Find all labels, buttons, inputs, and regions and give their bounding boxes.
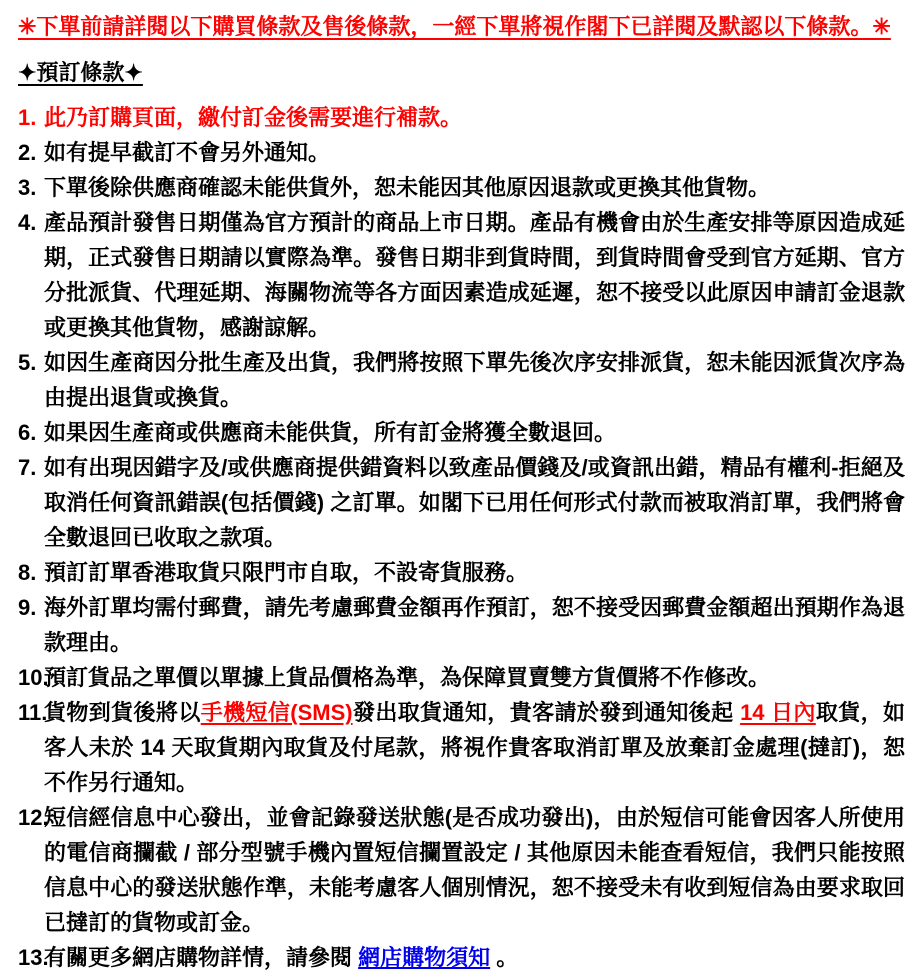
shop-notice-link[interactable]: 網店購物須知 <box>358 945 491 970</box>
term-text: 預訂訂單香港取貨只限門市自取，不設寄貨服務。 <box>44 560 529 585</box>
term-item-3 <box>18 170 905 205</box>
term-item-4 <box>18 205 905 345</box>
section-title-preorder-terms: ✦預訂條款✦ <box>18 60 143 85</box>
term-text: 如有出現因錯字及/或供應商提供錯資料以致產品價錢及/或資訊出錯，精品有權利-拒絕及取消任何資訊錯誤(包括價錢) 之訂單。如閣下已用任何形式付款而被取消訂單，我們將會全數退回已收取之款項。 <box>44 455 905 550</box>
term-text: 海外訂單均需付郵費，請先考慮郵費金額再作預訂，恕不接受因郵費金額超出預期作為退款理由。 <box>44 595 905 655</box>
term-text: 有關更多網店購物詳情，請參閱 <box>44 945 359 970</box>
term-item-7 <box>18 450 905 555</box>
term-text: 短信經信息中心發出，並會記錄發送狀態(是否成功發出)，由於短信可能會因客人所使用的電信商攔截 / 部分型號手機內置短信攔置設定 / 其他原因未能查看短信，我們只能按照信息中心的發送狀態作準，未能考慮客人個別情況，恕不接受未有收到短信為由要求取回已撻訂的貨物或訂金。 <box>44 805 905 935</box>
term-item-12 <box>18 800 905 940</box>
term-item-10 <box>18 660 905 695</box>
term-number: 4. <box>18 210 37 235</box>
term-item-8 <box>18 555 905 590</box>
term-number: 7. <box>18 455 37 480</box>
highlighted-red-text: 14 日內 <box>740 700 816 725</box>
term-number: 10. <box>18 665 49 690</box>
term-number: 2. <box>18 140 37 165</box>
term-number: 8. <box>18 560 37 585</box>
term-text: 如果因生產商或供應商未能供貨，所有訂金將獲全數退回。 <box>44 420 617 445</box>
term-text: 預訂貨品之單價以單據上貨品價格為準，為保障買賣雙方貨價將不作修改。 <box>44 665 771 690</box>
term-item-13 <box>18 940 905 975</box>
terms-list <box>18 100 905 975</box>
term-number: 11. <box>18 700 48 725</box>
term-number: 13. <box>18 945 49 970</box>
highlighted-red-text: 手機短信(SMS) <box>200 700 353 725</box>
term-text: 如有提早截訂不會另外通知。 <box>44 140 331 165</box>
term-item-6 <box>18 415 905 450</box>
term-number: 1. <box>18 105 37 130</box>
term-text: 如因生產商因分批生產及出貨，我們將按照下單先後次序安排派貨，恕未能因派貨次序為由提出退貨或換貨。 <box>44 350 905 410</box>
term-text: 下單後除供應商確認未能供貨外，恕未能因其他原因退款或更換其他貨物。 <box>44 175 771 200</box>
term-number: 9. <box>18 595 37 620</box>
term-item-1 <box>18 100 905 135</box>
term-text: 產品預計發售日期僅為官方預計的商品上市日期。產品有機會由於生產安排等原因造成延期，正式發售日期請以實際為準。發售日期非到貨時間，到貨時間會受到官方延期、官方分批派貨、代理延期、海關物流等各方面因素造成延遲，恕不接受以此原因申請訂金退款或更換其他貨物，感謝諒解。 <box>44 210 905 340</box>
term-text: 取貨，如客人未於 14 天取貨期內取貨及付尾款，將視作貴客取消訂單及放棄訂金處理(撻訂)，恕不作另行通知。 <box>44 700 905 795</box>
pre-order-warning-header: ✳下單前請詳閱以下購買條款及售後條款，一經下單將視作閣下已詳閱及默認以下條款。✳ <box>18 14 891 39</box>
term-item-11 <box>18 695 905 800</box>
term-item-9 <box>18 590 905 660</box>
term-item-5 <box>18 345 905 415</box>
term-number: 12. <box>18 805 49 830</box>
term-number: 5. <box>18 350 37 375</box>
term-text: 。 <box>490 945 519 970</box>
term-text: 此乃訂購頁面，繳付訂金後需要進行補款。 <box>44 105 463 130</box>
term-text: 發出取貨通知，貴客請於發到通知後起 <box>352 700 741 725</box>
term-number: 3. <box>18 175 37 200</box>
term-text: 貨物到貨後將以 <box>44 700 201 725</box>
term-item-2 <box>18 135 905 170</box>
term-number: 6. <box>18 420 37 445</box>
